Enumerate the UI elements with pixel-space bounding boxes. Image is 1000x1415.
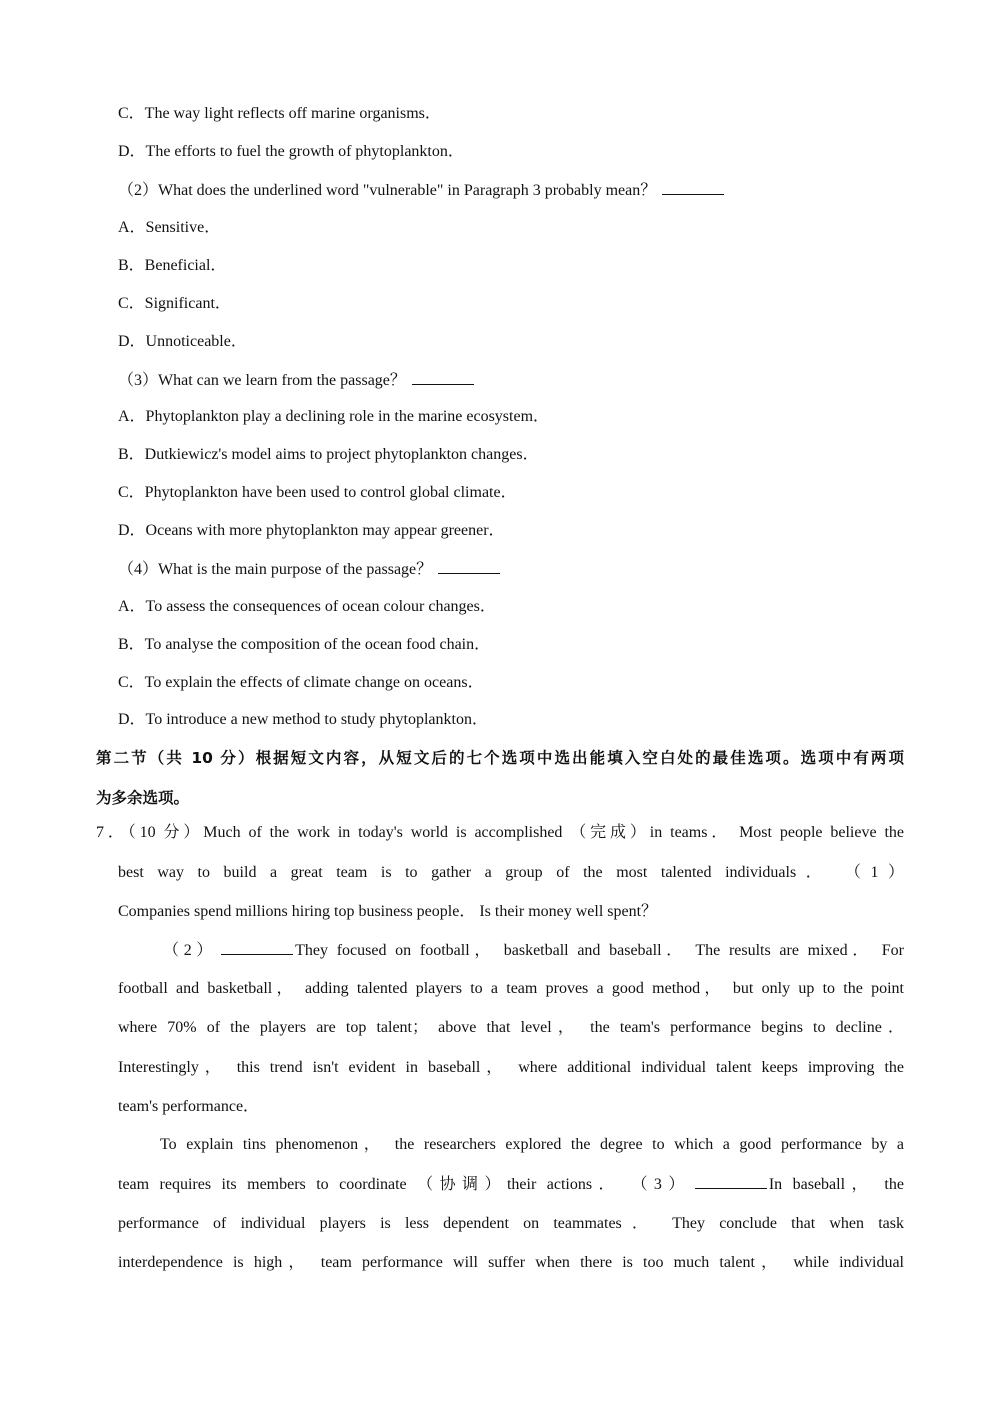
- q1-option-c: C．The way light reflects off marine organisms．: [118, 105, 441, 122]
- q2-stem-text: （2）What does the underlined word "vulnerable" in Paragraph 3 probably mean？: [118, 182, 657, 199]
- passage-line-4: [163, 940, 904, 961]
- q3-option-c: C．Phytoplankton have been used to control global climate．: [118, 484, 517, 501]
- passage-line-11: performance of individual players is less dependent on teammates． They conclude that when task: [118, 1215, 904, 1232]
- passage-line-4-text: They focused on football， basketball and baseball． The results are mixed． For: [295, 942, 904, 959]
- passage-line-5: football and basketball， adding talented players to a team proves a good method， but only up to the point: [118, 980, 904, 997]
- q3-option-d: D．Oceans with more phytoplankton may appear greener．: [118, 522, 505, 539]
- answer-blank-2[interactable]: [221, 940, 293, 955]
- q3-stem-text: （3）What can we learn from the passage？: [118, 372, 406, 389]
- q1-option-d: D．The efforts to fuel the growth of phytoplankton．: [118, 143, 464, 160]
- q4-option-d: D．To introduce a new method to study phytoplankton．: [118, 711, 488, 728]
- passage-line-10-text: team requires its members to coordinate （协调）their actions． （3）: [118, 1176, 691, 1193]
- section2-heading-line1: 第二节（共 10 分）根据短文内容，从短文后的七个选项中选出能填入空白处的最佳选项。选项中有两项: [96, 749, 904, 767]
- q2-stem: [118, 180, 724, 201]
- passage-line-3: Companies spend millions hiring top business people． Is their money well spent？: [118, 903, 658, 920]
- passage-line-6: where 70% of the players are top talent； above that level， the team's performance begins to decline．: [118, 1019, 904, 1036]
- passage-line-1: 7．（10 分）Much of the work in today's world is accomplished （完成）in teams． Most people believe the: [96, 824, 904, 841]
- q2-option-c: C．Significant．: [118, 295, 231, 312]
- q3-option-a: A．Phytoplankton play a declining role in the marine ecosystem．: [118, 408, 550, 425]
- passage-line-10-tail: In baseball， the: [768, 1176, 904, 1193]
- blank-2-label: （2）: [163, 942, 218, 959]
- q4-option-b: B．To analyse the composition of the ocean food chain．: [118, 636, 491, 653]
- q2-option-a: A．Sensitive．: [118, 219, 221, 236]
- passage-line-9: To explain tins phenomenon， the researchers explored the degree to which a good performance by a: [160, 1136, 904, 1153]
- q4-stem-text: （4）What is the main purpose of the passage？: [118, 561, 433, 578]
- q3-stem: [118, 370, 474, 391]
- q2-option-d: D．Unnoticeable．: [118, 333, 247, 350]
- passage-line-12: interdependence is high， team performance will suffer when there is too much talent， while individual: [118, 1254, 904, 1271]
- q4-option-a: A．To assess the consequences of ocean colour changes．: [118, 598, 496, 615]
- q2-option-b: B．Beneficial．: [118, 257, 227, 274]
- q4-option-c: C．To explain the effects of climate change on oceans．: [118, 674, 484, 691]
- section2-heading-line2: 为多余选项。: [96, 789, 190, 807]
- answer-blank-3[interactable]: [695, 1174, 767, 1189]
- q3-option-b: B．Dutkiewicz's model aims to project phytoplankton changes．: [118, 446, 539, 463]
- passage-line-2: best way to build a great team is to gather a group of the most talented individuals． （1）: [118, 864, 905, 881]
- passage-line-7: Interestingly， this trend isn't evident in baseball， where additional individual talent keeps improving the: [118, 1059, 904, 1076]
- answer-blank[interactable]: [412, 370, 474, 385]
- passage-line-10: [118, 1174, 904, 1195]
- q4-stem: [118, 559, 500, 580]
- answer-blank[interactable]: [438, 559, 500, 574]
- passage-line-8: team's performance．: [118, 1098, 260, 1115]
- answer-blank[interactable]: [662, 180, 724, 195]
